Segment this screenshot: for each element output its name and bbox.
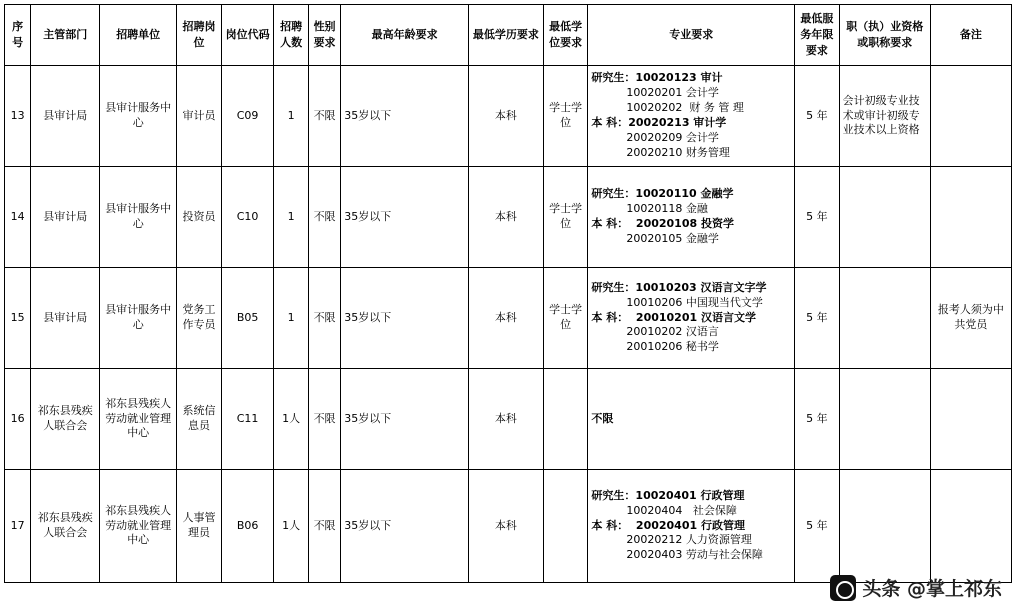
cell-note bbox=[930, 167, 1011, 268]
cell-sex: 不限 bbox=[308, 167, 340, 268]
cell-age: 35岁以下 bbox=[341, 66, 469, 167]
cell-sex: 不限 bbox=[308, 268, 340, 369]
cell-edu: 本科 bbox=[468, 66, 543, 167]
table-row bbox=[5, 268, 1012, 369]
major-line: 研究生：10020401 行政管理 bbox=[591, 488, 745, 502]
cell-edu: 本科 bbox=[468, 470, 543, 583]
cell-service: 5 年 bbox=[795, 470, 840, 583]
major-line: 本 科：20020213 审计学 bbox=[591, 116, 727, 129]
cell-post: 系统信息员 bbox=[177, 369, 222, 470]
cell-service: 5 年 bbox=[795, 66, 840, 167]
cell-code: C10 bbox=[221, 167, 274, 268]
cell-degree: 学士学位 bbox=[543, 167, 588, 268]
cell-qualification bbox=[839, 268, 930, 369]
cell-note bbox=[930, 66, 1011, 167]
cell-service: 5 年 bbox=[795, 268, 840, 369]
major-line: 10010206 中国现当代文学 bbox=[591, 295, 763, 309]
cell-edu: 本科 bbox=[468, 268, 543, 369]
cell-sex: 不限 bbox=[308, 369, 340, 470]
table-row bbox=[5, 369, 1012, 470]
cell-service: 5 年 bbox=[795, 369, 840, 470]
cell-note: 报考人须为中共党员 bbox=[930, 268, 1011, 369]
cell-num: 1 bbox=[274, 268, 308, 369]
cell-note bbox=[930, 470, 1011, 583]
cell-unit: 县审计服务中心 bbox=[100, 167, 177, 268]
header-post: 招聘岗位 bbox=[177, 5, 222, 66]
cell-code: B06 bbox=[221, 470, 274, 583]
cell-post: 审计员 bbox=[177, 66, 222, 167]
cell-post: 人事管理员 bbox=[177, 470, 222, 583]
major-line: 10020118 金融 bbox=[591, 202, 708, 216]
header-qualification: 职（执）业资格或职称要求 bbox=[839, 5, 930, 66]
header-age: 最高年龄要求 bbox=[341, 5, 469, 66]
cell-dept: 祁东县残疾人联合会 bbox=[31, 470, 100, 583]
cell-seq: 17 bbox=[5, 470, 31, 583]
major-line: 本 科： 20010201 汉语言文学 bbox=[591, 310, 756, 324]
cell-edu: 本科 bbox=[468, 167, 543, 268]
cell-num: 1 bbox=[274, 66, 308, 167]
table-row bbox=[5, 470, 1012, 583]
cell-sex: 不限 bbox=[308, 66, 340, 167]
cell-unit: 县审计服务中心 bbox=[100, 66, 177, 167]
cell-seq: 13 bbox=[5, 66, 31, 167]
cell-dept: 县审计局 bbox=[31, 167, 100, 268]
cell-dept: 县审计局 bbox=[31, 268, 100, 369]
major-line: 研究生：10010203 汉语言文字学 bbox=[591, 280, 767, 294]
cell-qualification: 会计初级专业技术或审计初级专业技术以上资格 bbox=[839, 66, 930, 167]
cell-seq: 16 bbox=[5, 369, 31, 470]
major-line: 研究生：10020123 审计 bbox=[591, 71, 723, 85]
cell-age: 35岁以下 bbox=[341, 167, 469, 268]
cell-note bbox=[930, 369, 1011, 470]
cell-major bbox=[588, 66, 795, 167]
watermark bbox=[830, 574, 1002, 601]
watermark-text: 头条 @掌上祁东 bbox=[862, 578, 1002, 600]
cell-major bbox=[588, 268, 795, 369]
header-dept: 主管部门 bbox=[31, 5, 100, 66]
cell-code: C09 bbox=[221, 66, 274, 167]
major-line: 研究生：10020110 金融学 bbox=[591, 187, 734, 201]
major-line: 10020201 会计学 bbox=[591, 86, 719, 100]
table-row bbox=[5, 167, 1012, 268]
major-line: 20020210 财务管理 bbox=[591, 145, 730, 159]
cell-edu: 本科 bbox=[468, 369, 543, 470]
cell-num: 1人 bbox=[274, 470, 308, 583]
cell-major bbox=[588, 369, 795, 470]
cell-service: 5 年 bbox=[795, 167, 840, 268]
cell-qualification bbox=[839, 470, 930, 583]
cell-major bbox=[588, 167, 795, 268]
cell-degree: 学士学位 bbox=[543, 268, 588, 369]
cell-age: 35岁以下 bbox=[341, 369, 469, 470]
header-unit: 招聘单位 bbox=[100, 5, 177, 66]
cell-age: 35岁以下 bbox=[341, 268, 469, 369]
toutiao-logo-icon bbox=[830, 575, 856, 601]
major-line: 不限 bbox=[591, 411, 614, 425]
major-line: 20020105 金融学 bbox=[591, 231, 719, 245]
cell-degree bbox=[543, 369, 588, 470]
cell-sex: 不限 bbox=[308, 470, 340, 583]
cell-unit: 祁东县残疾人劳动就业管理中心 bbox=[100, 369, 177, 470]
cell-unit: 祁东县残疾人劳动就业管理中心 bbox=[100, 470, 177, 583]
cell-unit: 县审计服务中心 bbox=[100, 268, 177, 369]
major-line: 20020209 会计学 bbox=[591, 130, 719, 144]
cell-code: B05 bbox=[221, 268, 274, 369]
cell-degree bbox=[543, 470, 588, 583]
cell-major bbox=[588, 470, 795, 583]
cell-age: 35岁以下 bbox=[341, 470, 469, 583]
header-sex: 性别要求 bbox=[308, 5, 340, 66]
major-line: 20010202 汉语言 bbox=[591, 325, 719, 339]
recruitment-table bbox=[4, 4, 1012, 583]
major-line: 20020212 人力资源管理 bbox=[591, 533, 752, 547]
cell-dept: 县审计局 bbox=[31, 66, 100, 167]
major-line: 本 科： 20020401 行政管理 bbox=[591, 518, 745, 532]
header-degree: 最低学位要求 bbox=[543, 5, 588, 66]
major-line: 20010206 秘书学 bbox=[591, 340, 719, 354]
major-line: 10020202 财 务 管 理 bbox=[591, 101, 744, 115]
header-major: 专业要求 bbox=[588, 5, 795, 66]
cell-post: 党务工作专员 bbox=[177, 268, 222, 369]
cell-code: C11 bbox=[221, 369, 274, 470]
major-line: 10020404 社会保障 bbox=[591, 503, 737, 517]
header-service: 最低服务年限要求 bbox=[795, 5, 840, 66]
header-seq: 序号 bbox=[5, 5, 31, 66]
cell-degree: 学士学位 bbox=[543, 66, 588, 167]
cell-qualification bbox=[839, 369, 930, 470]
header-code: 岗位代码 bbox=[221, 5, 274, 66]
cell-seq: 15 bbox=[5, 268, 31, 369]
cell-post: 投资员 bbox=[177, 167, 222, 268]
cell-num: 1人 bbox=[274, 369, 308, 470]
cell-num: 1 bbox=[274, 167, 308, 268]
cell-seq: 14 bbox=[5, 167, 31, 268]
header-num: 招聘人数 bbox=[274, 5, 308, 66]
cell-dept: 祁东县残疾人联合会 bbox=[31, 369, 100, 470]
major-line: 20020403 劳动与社会保障 bbox=[591, 548, 763, 562]
header-edu: 最低学历要求 bbox=[468, 5, 543, 66]
header-note: 备注 bbox=[930, 5, 1011, 66]
major-line: 本 科： 20020108 投资学 bbox=[591, 217, 734, 230]
table-row bbox=[5, 66, 1012, 167]
cell-qualification bbox=[839, 167, 930, 268]
table-header-row bbox=[5, 5, 1012, 66]
